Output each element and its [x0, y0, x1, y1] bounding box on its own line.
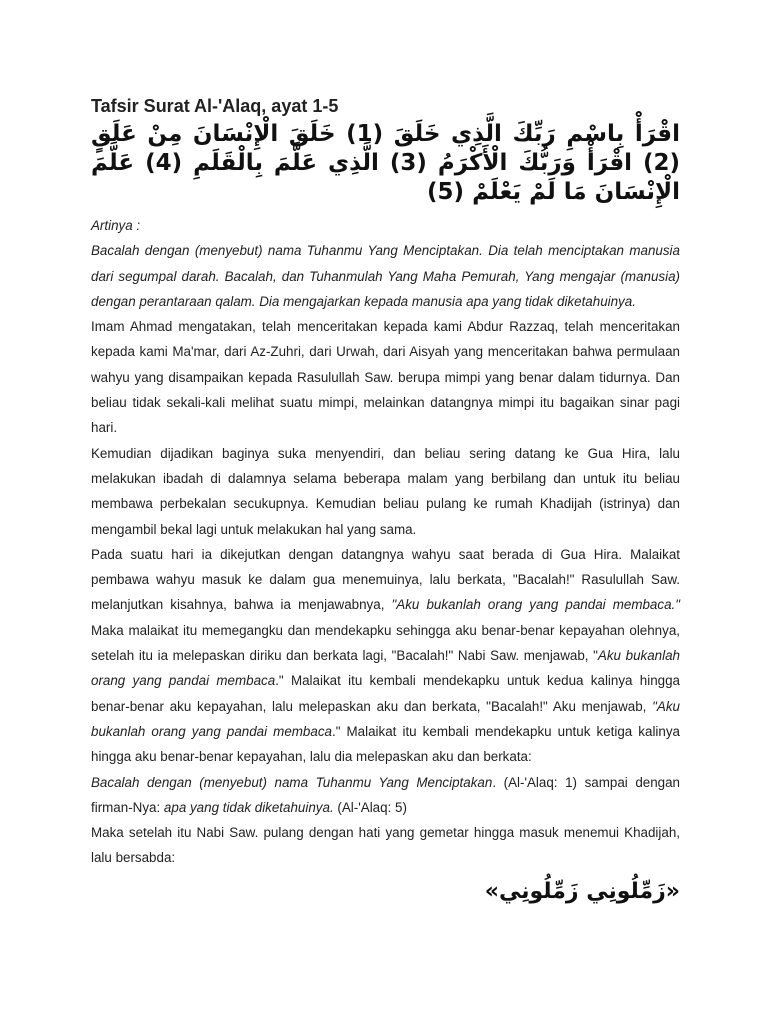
- paragraph-4-italic-2: apa yang tidak diketahuinya.: [163, 799, 334, 815]
- paragraph-3-italic-1: "Aku bukanlah orang yang pandai membaca.": [391, 597, 680, 613]
- page-title: Tafsir Surat Al-'Alaq, ayat 1-5: [91, 96, 339, 116]
- paragraph-3-italic-3: "Aku bukanlah orang yang pandai membaca: [91, 698, 680, 739]
- paragraph-3-text-4: ." Malaikat itu kembali mendekapku untuk ketiga kalinya hingga aku benar-benar kepayahan, lalu dia melepaskan aku dan berkata:: [91, 723, 680, 765]
- paragraph-5: Maka setelah itu Nabi Saw. pulang dengan hati yang gemetar hingga masuk menemui Khadijah, lalu bersabda:: [91, 825, 680, 866]
- paragraph-4-text-1: . (Al-'Alaq: 1) sampai dengan firman-Nya:: [91, 774, 681, 815]
- paragraph-3: [91, 542, 680, 770]
- paragraph-3-text-3: ." Malaikat itu kembali mendekapku untuk kedua kalinya hingga benar-benar aku kepayahan, lalu melepaskan aku dan berkata, "Bacalah!" Aku menjawab,: [91, 673, 680, 714]
- paragraph-1: Imam Ahmad mengatakan, telah menceritakan kepada kami Abdur Razzaq, telah menceritakan kepada kami Ma'mar, dari Az-Zuhri, dari Urwah, dari Aisyah yang menceritakan bahwa permulaan wahyu yang disampaikan kepada Rasulullah Saw. berupa mimpi yang benar dalam tidurnya. Dan beliau tidak sekali-kali melihat suatu mimpi, melainkan datangnya mimpi itu bagaikan sinar pagi hari.: [91, 319, 680, 436]
- paragraph-3-italic-2: Aku bukanlah orang yang pandai membaca: [91, 648, 680, 689]
- paragraph-4-text-2: (Al-'Alaq: 5): [333, 799, 407, 815]
- paragraph-3-text-2: Maka malaikat itu memegangku dan mendekapku sehingga aku benar-benar kepayahan olehnya, setelah itu ia melepaskan diriku dan berkata lagi, "Bacalah!" Nabi Saw. menjawab, ": [91, 622, 680, 664]
- paragraph-2: Kemudian dijadikan baginya suka menyendiri, dan beliau sering datang ke Gua Hira, lalu melakukan ibadah di dalamnya selama beberapa malam yang berbilang dan untuk itu beliau membawa perbekalan secukupnya. Kemudian beliau pulang ke rumah Khadijah (istrinya) dan mengambil bekal lagi untuk melakukan hal yang sama.: [91, 445, 680, 537]
- paragraph-4-italic-1: Bacalah dengan (menyebut) nama Tuhanmu Yang Menciptakan: [91, 774, 493, 790]
- arabic-verses: اقْرَأْ بِاسْمِ رَبِّكَ الَّذِي خَلَقَ (1) خَلَقَ الْإِنْسَانَ مِنْ عَلَقٍ (2) اقْرَأْ وَرَبُّكَ الْأَكْرَمُ (3) الَّذِي عَلَّمَ بِالْقَلَمِ (4) عَلَّمَ الْإِنْسَانَ مَا لَمْ يَعْلَمْ (5): [91, 121, 681, 205]
- artinya-label: Artinya :: [91, 218, 141, 233]
- paragraph-3-text-1: Pada suatu hari ia dikejutkan dengan datangnya wahyu saat berada di Gua Hira. Malaikat pembawa wahyu masuk ke dalam gua menemuinya, lalu berkata, "Bacalah!" Rasulullah Saw. melanjutkan kisahnya, bahwa ia menjawabnya,: [91, 546, 680, 613]
- translation-paragraph: Bacalah dengan (menyebut) nama Tuhanmu Yang Menciptakan. Dia telah menciptakan manusia dari segumpal darah. Bacalah, dan Tuhanmulah Yang Maha Pemurah, Yang mengajar (manusia) dengan perantaraan qalam. Dia mengajarkan kepada manusia apa yang tidak diketahuinya.: [91, 243, 680, 309]
- paragraph-4: [91, 770, 680, 821]
- arabic-quote: «زَمِّلُونِي زَمِّلُونِي»: [484, 878, 680, 904]
